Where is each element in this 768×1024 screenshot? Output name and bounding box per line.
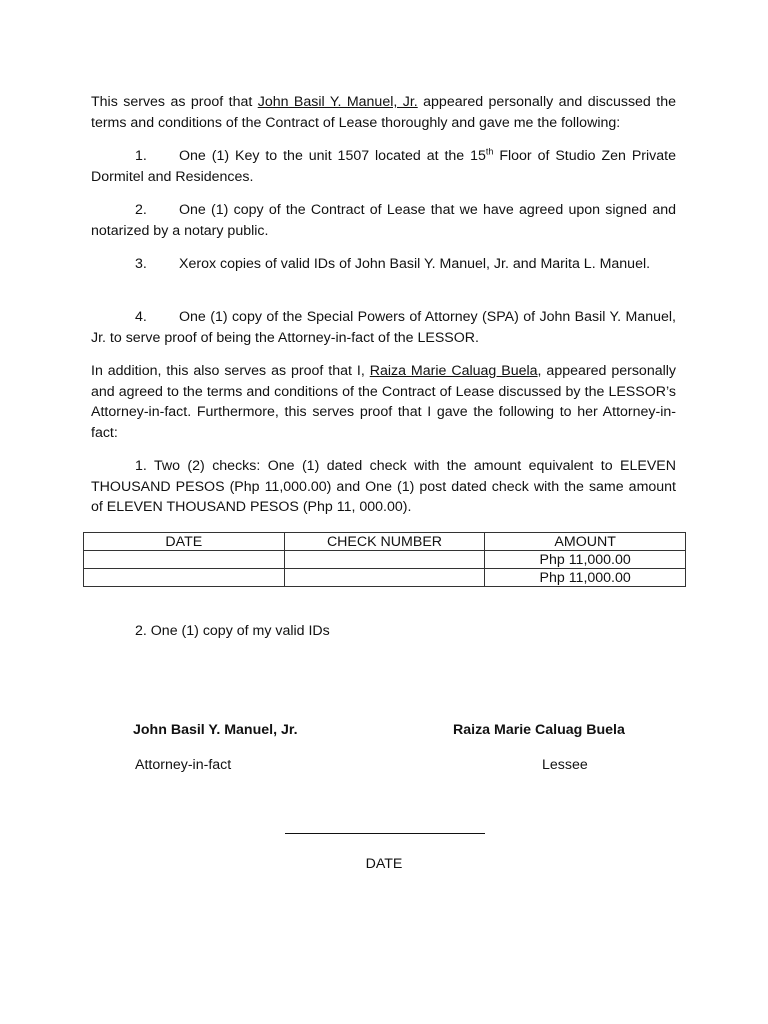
table-cell-date — [84, 551, 285, 569]
table-row — [84, 551, 686, 569]
intro-name: John Basil Y. Manuel, Jr. — [257, 94, 418, 110]
column-header-amount: AMOUNT — [485, 533, 686, 551]
list-item-number: 4. — [135, 309, 147, 325]
column-header-check-number: CHECK NUMBER — [284, 533, 485, 551]
checks-paragraph — [91, 456, 676, 518]
signatory-left-role: Attorney-in-fact — [135, 757, 232, 773]
ids-paragraph — [91, 621, 676, 642]
list-item-number: 2. — [135, 202, 147, 218]
list-item-4 — [91, 307, 676, 348]
table-cell-amount: Php 11,000.00 — [485, 551, 686, 569]
signatory-right-name: Raiza Marie Caluag Buela — [453, 722, 625, 738]
list-item-text: One (1) copy of the Special Powers of Attorney (SPA) of John Basil Y. Manuel, Jr. to serve proof of being the Attorney-in-fact of the LESSOR. — [91, 309, 676, 346]
table-row — [84, 569, 686, 587]
list-item-text: Xerox copies of valid IDs of John Basil Y. Manuel, Jr. and Marita L. Manuel. — [179, 256, 651, 272]
intro-paragraph — [91, 92, 676, 133]
superscript: th — [485, 146, 494, 157]
table-cell-date — [84, 569, 285, 587]
signatory-left-name: John Basil Y. Manuel, Jr. — [133, 722, 298, 738]
table-cell-amount: Php 11,000.00 — [485, 569, 686, 587]
checks-text: 1. Two (2) checks: One (1) dated check with the amount equivalent to ELEVEN THOUSAND PESOS (Php 11,000.00) and One (1) post dated check with the same amount of ELEVEN THOUSAND PESOS (Php 11, 000.00). — [91, 458, 676, 515]
list-item-3 — [91, 254, 676, 275]
list-item-text: Floor of Studio Zen Private Dormitel and Residences. — [91, 148, 676, 185]
column-header-date: DATE — [84, 533, 285, 551]
signatory-right-role: Lessee — [542, 757, 588, 773]
ids-text: 2. One (1) copy of my valid IDs — [135, 623, 330, 639]
date-label: DATE — [365, 856, 403, 872]
intro-text-1: This serves as proof that — [91, 94, 258, 110]
list-item-1 — [91, 146, 676, 187]
table-cell-check-number — [284, 551, 485, 569]
addition-text-1: In addition, this also serves as proof that I, — [91, 363, 370, 379]
list-item-text: One (1) copy of the Contract of Lease that we have agreed upon signed and notarized by a notary public. — [91, 202, 676, 239]
table-cell-check-number — [284, 569, 485, 587]
date-signature-line — [285, 833, 485, 834]
addition-name: Raiza Marie Caluag Buela — [369, 363, 538, 379]
table-header-row — [84, 533, 686, 551]
checks-table — [83, 532, 686, 587]
list-item-text: One (1) Key to the unit 1507 located at the 15 — [179, 148, 486, 164]
list-item-2 — [91, 200, 676, 241]
intro-text-2: appeared personally and discussed the terms and conditions of the Contract of Lease thoroughly and gave me the following: — [91, 94, 676, 131]
addition-paragraph — [91, 361, 676, 443]
list-item-number: 3. — [135, 256, 147, 272]
addition-text-2: , appeared personally and agreed to the terms and conditions of the Contract of Lease discussed by the LESSOR’s Attorney-in-fact. Furthermore, this serves proof that I gave the following to her Attorney-in-fact: — [91, 363, 676, 441]
list-item-number: 1. — [135, 148, 147, 164]
